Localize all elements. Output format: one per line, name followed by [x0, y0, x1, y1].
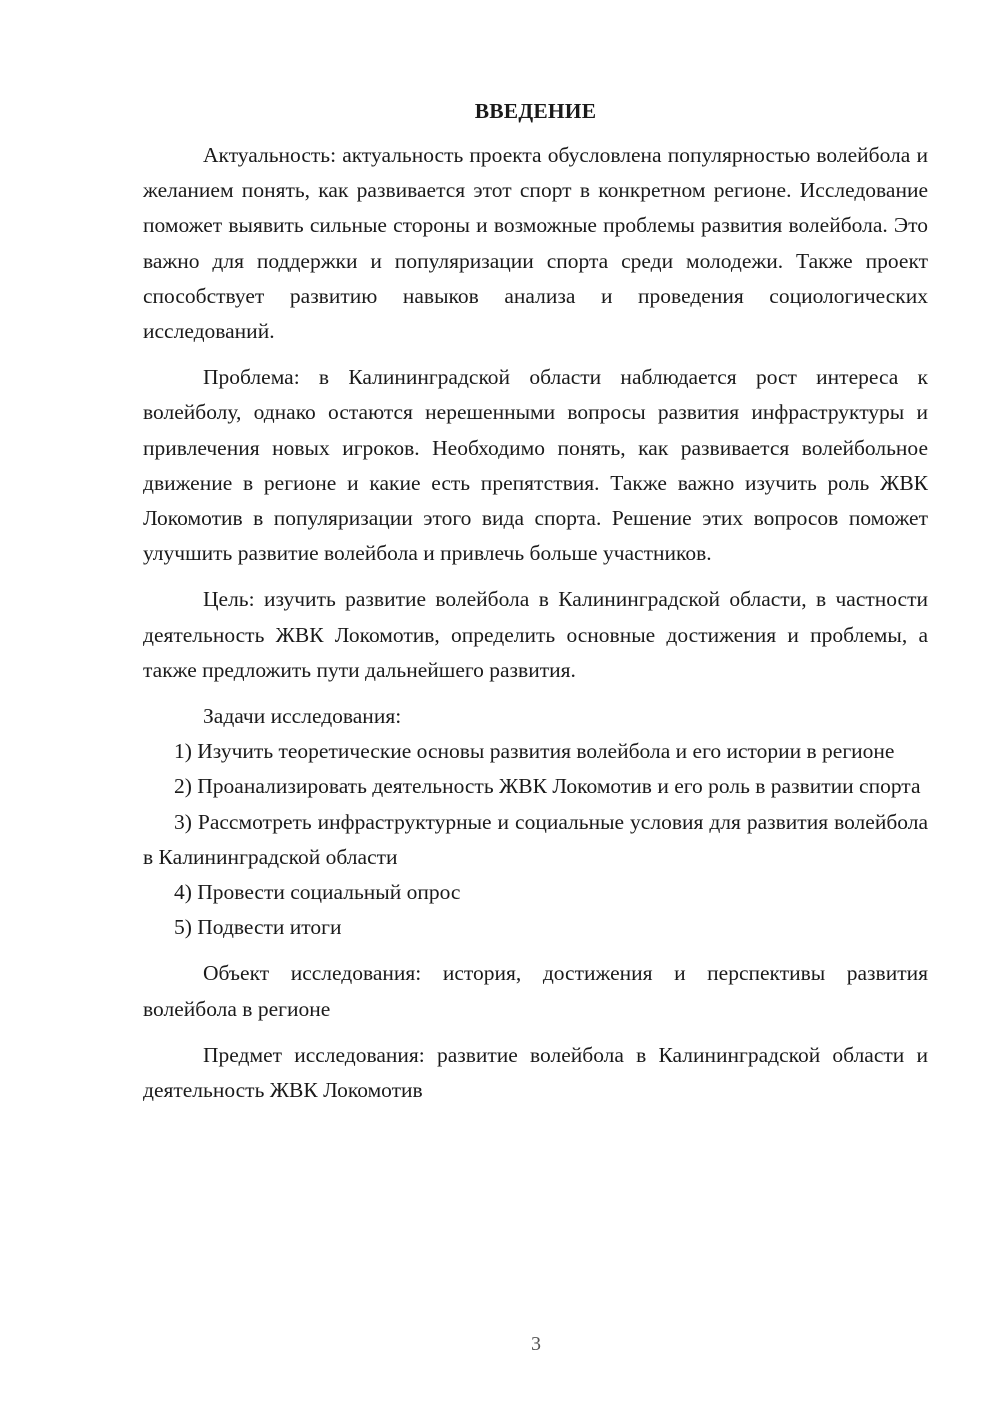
- list-item-task-4: 4) Провести социальный опрос: [174, 880, 461, 905]
- paragraph-goal: Цель: изучить развитие волейбола в Калининградской области, в частности деятельность ЖВК Локомотив, определить основные достижения и проблемы, а также предложить пути дальнейшего развития.: [143, 587, 928, 682]
- list-item-task-3: 3) Рассмотреть инфраструктурные и социальные условия для развития волейбола в Калининградской области: [143, 809, 928, 869]
- list-item-task-2: 2) Проанализировать деятельность ЖВК Локомотив и его роль в развитии спорта: [174, 774, 921, 799]
- page-content: [143, 96, 928, 1108]
- list-item-task-1: 1) Изучить теоретические основы развития волейбола и его истории в регионе: [174, 739, 895, 764]
- page-number: 3: [531, 1333, 541, 1355]
- paragraph-subject: Предмет исследования: развитие волейбола в Калининградской области и деятельность ЖВК Локомотив: [143, 1042, 928, 1103]
- list-item-task-5: 5) Подвести итоги: [174, 915, 342, 940]
- paragraph-problem: Проблема: в Калининградской области наблюдается рост интереса к волейболу, однако остаются нерешенными вопросы развития инфраструктуры и привлечения новых игроков. Необходимо понять, как развивается волейбольное движение в регионе и какие есть препятствия. Также важно изучить роль ЖВК Локомотив в популяризации этого вида спорта. Решение этих вопросов поможет улучшить развитие волейбола и привлечь больше участников.: [143, 365, 928, 566]
- tasks-heading: Задачи исследования:: [203, 704, 402, 729]
- paragraph-relevance: Актуальность: актуальность проекта обусловлена популярностью волейбола и желанием понять, как развивается этот спорт в конкретном регионе. Исследование поможет выявить сильные стороны и возможные проблемы развития волейбола. Это важно для поддержки и популяризации спорта среди молодежи. Также проект способствует развитию навыков анализа и проведения социологических исследований.: [143, 143, 928, 344]
- section-title: ВВЕДЕНИЕ: [474, 99, 597, 123]
- tasks-list: [143, 734, 928, 945]
- paragraph-object: Объект исследования: история, достижения и перспективы развития волейбола в регионе: [143, 961, 928, 1021]
